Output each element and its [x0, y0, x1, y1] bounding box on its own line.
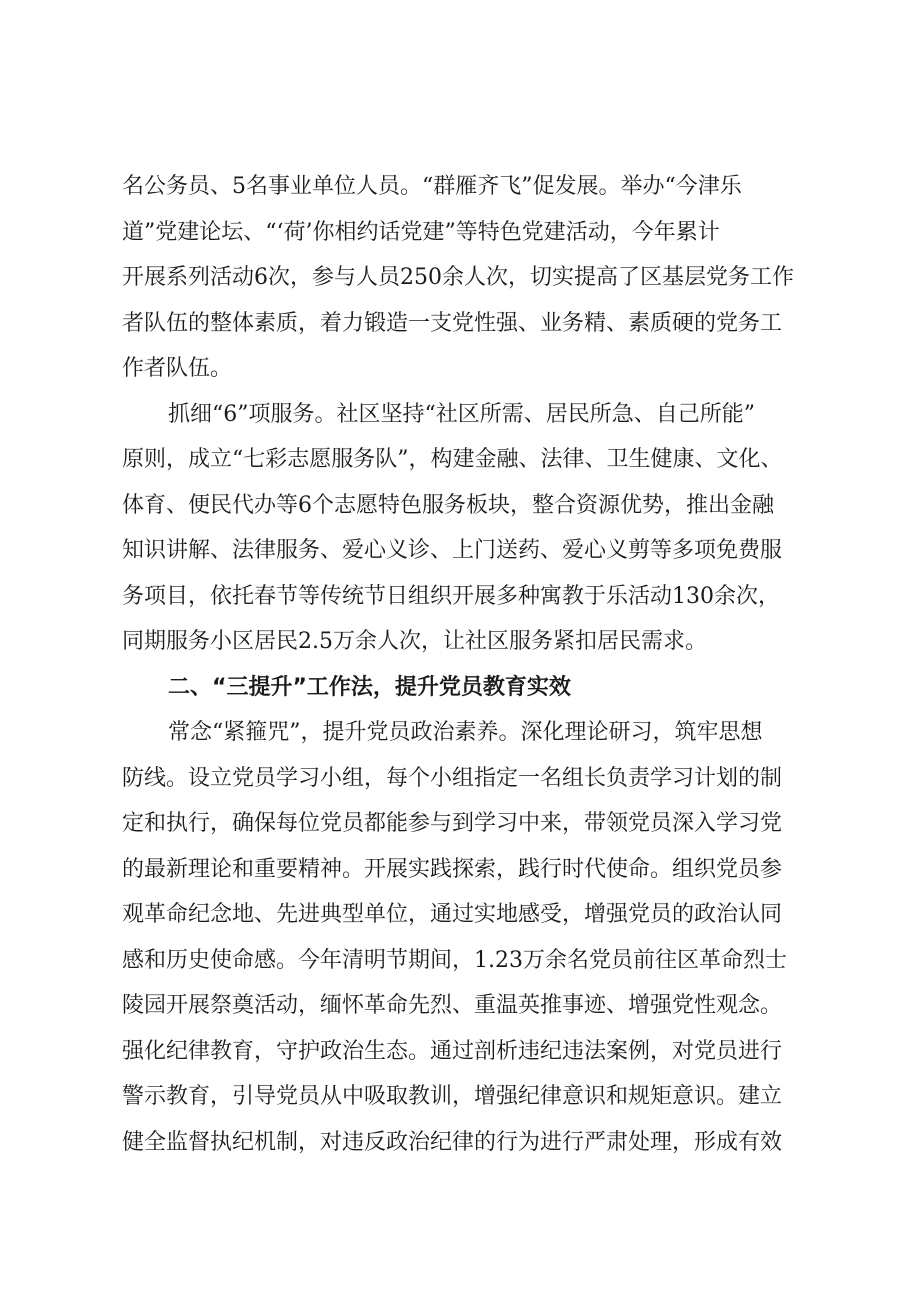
text-line: 原则，成立“七彩志愿服务队”，构建金融、法律、卫生健康、文化、: [122, 447, 783, 472]
text-line: 开展系列活动6次，参与人员250余人次，切实提高了区基层党务工作: [122, 265, 794, 290]
text-line: 感和历史使命感。今年清明节期间，1.23万余名党员前往区革命烈士: [122, 947, 787, 973]
text-line: 同期服务小区居民2.5万余人次，让社区服务紧扣居民需求。: [122, 629, 707, 654]
text-line: 体育、便民代办等6个志愿特色服务板块，整合资源优势，推出金融: [122, 492, 774, 518]
text-line: 者队伍的整体素质，着力锻造一支党性强、业务精、素质硬的党务工: [122, 310, 783, 336]
paragraph-3: [122, 710, 812, 1165]
text-line: 陵园开展祭奠活动，缅怀革命先烈、重温英推事迹、增强党性观念。: [122, 993, 783, 1018]
text-line: 的最新理论和重要精神。开展实践探索，践行时代使命。组织党员参: [122, 856, 783, 882]
text-line: 名公务员、5名事业单位人员。“群雁齐飞”促发展。举办“今津乐: [122, 174, 742, 199]
text-line: 观革命纪念地、先进典型单位，通过实地感受，增强党员的政治认同: [122, 902, 783, 927]
text-line: 定和执行，确保每位党员都能参与到学习中来，带领党员深入学习党: [122, 811, 783, 836]
paragraph-1: [122, 164, 812, 392]
text-line: 务项目，依托春节等传统节日组织开展多种寓教于乐活动130余次，: [122, 583, 780, 609]
paragraph-2: [122, 392, 812, 665]
section-heading: 二、“三提升”工作法，提升党员教育实效: [168, 674, 571, 700]
text-line: 道”党建论坛、“‘荷’你相约话党建”等特色党建活动，今年累计: [122, 219, 720, 245]
text-line: 警示教育，引导党员从中吸取教训，增强纪律意识和规矩意识。建立: [122, 1084, 783, 1109]
text-line: 常念“紧箍咒”，提升党员政治素养。深化理论研习，筑牢思想: [168, 720, 763, 745]
text-line: 防线。设立党员学习小组，每个小组指定一名组长负责学习计划的制: [122, 765, 783, 791]
text-line: 强化纪律教育，守护政治生态。通过剖析违纪违法案例，对党员进行: [122, 1038, 783, 1064]
document-body: [122, 164, 812, 1165]
text-line: 抓细“6”项服务。社区坚持“社区所需、居民所急、自己所能”: [168, 401, 755, 427]
text-line: 健全监督执纪机制，对违反政治纪律的行为进行严肃处理，形成有效: [122, 1129, 783, 1155]
text-line: 知识讲解、法律服务、爱心义诊、上门送药、爱心义剪等多项免费服: [122, 538, 783, 563]
text-line: 作者队伍。: [122, 356, 233, 381]
